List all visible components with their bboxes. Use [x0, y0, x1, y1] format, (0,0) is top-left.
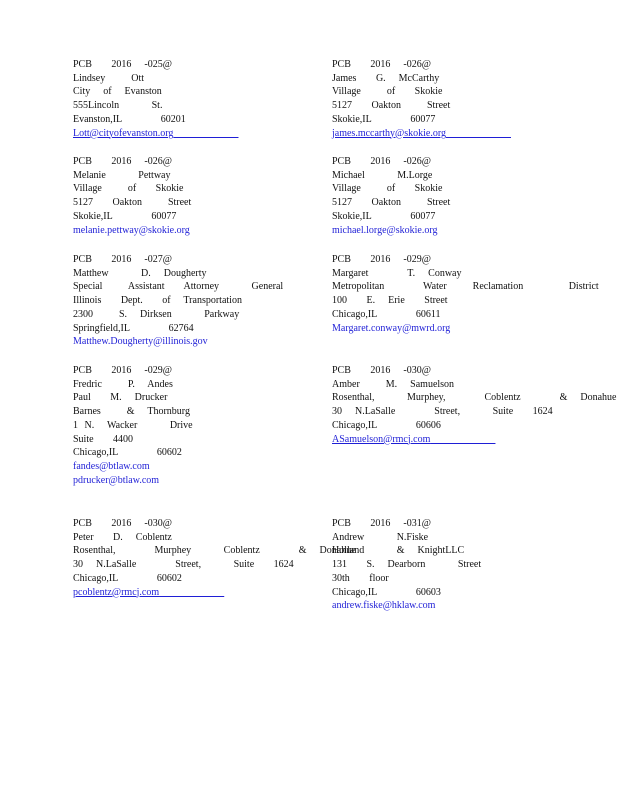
email-link[interactable]: Matthew.Dougherty@illinois.gov	[73, 336, 208, 348]
organization: Rosenthal, Murphey Coblentz & Donahue	[73, 545, 356, 557]
street-address: 1 N. Wacker Drive	[73, 419, 193, 431]
contact-entry	[73, 58, 313, 140]
contact-entry	[73, 253, 313, 349]
contact-entry	[332, 364, 617, 446]
city-state-zip: Chicago,IL 60602	[73, 572, 182, 584]
organization: Barnes & Thornburg	[73, 406, 190, 418]
contact-name: Lindsey Ott	[73, 72, 144, 84]
contact-name: Melanie Pettway	[73, 169, 171, 181]
city-state-zip: Chicago,IL 60606	[332, 419, 441, 431]
contact-name: Margaret T. Conway	[332, 267, 462, 279]
street-address: 2300 S. Dirksen Parkway	[73, 308, 240, 320]
city-state-zip: Springfield,IL 62764	[73, 322, 194, 334]
contact-entry	[73, 517, 356, 599]
pcb-number: PCB 2016 -030@	[73, 518, 172, 529]
suite: Suite 4400	[73, 433, 134, 445]
street-address: 30 N.LaSalle Street, Suite 1624	[332, 406, 553, 418]
street-address: 5127 Oakton Street	[332, 197, 451, 209]
city-state-zip: Evanston,IL 60201	[73, 113, 186, 125]
city-state-zip: Skokie,IL 60077	[73, 210, 177, 222]
city-state-zip: Chicago,IL 60602	[73, 447, 182, 459]
contact-name: Peter D. Coblentz	[73, 531, 172, 543]
contact-name: Fredric P. Andes	[73, 378, 173, 390]
organization: Holland & KnightLLC	[332, 545, 465, 557]
pcb-number: PCB 2016 -030@	[332, 365, 431, 376]
street-address: 555Lincoln St.	[73, 100, 163, 112]
organization: Rosenthal, Murphey, Coblentz & Donahue	[332, 392, 617, 404]
email-link[interactable]: Lott@cityofevanston.org	[73, 127, 174, 139]
city-state-zip: Skokie,IL 60077	[332, 113, 436, 125]
street-address: 100 E. Erie Street	[332, 295, 448, 307]
contact-name: Paul M. Drucker	[73, 392, 168, 404]
organization: Village of Skokie	[73, 183, 184, 195]
city-state-zip: Skokie,IL 60077	[332, 210, 436, 222]
pcb-number: PCB 2016 -029@	[332, 254, 431, 265]
contact-entry	[73, 364, 313, 487]
pcb-number: PCB 2016 -026@	[332, 156, 431, 167]
title: Special Assistant Attorney General	[73, 281, 284, 293]
pcb-number: PCB 2016 -025@	[73, 59, 172, 70]
email-link[interactable]: melanie.pettway@skokie.org	[73, 224, 190, 236]
pcb-number: PCB 2016 -027@	[73, 254, 172, 265]
email-link[interactable]: ASamuelson@rmcj.com	[332, 433, 431, 445]
city-state-zip: Chicago,IL 60611	[332, 308, 441, 320]
pcb-number: PCB 2016 -026@	[332, 59, 431, 70]
street-address: 30 N.LaSalle Street, Suite 1624	[73, 559, 294, 571]
organization: Village of Skokie	[332, 183, 443, 195]
email-link[interactable]: pdrucker@btlaw.com	[73, 474, 160, 486]
street-address: 131 S. Dearborn Street	[332, 559, 482, 571]
contact-entry	[332, 58, 572, 140]
email-link[interactable]: james.mccarthy@skokie.org	[332, 127, 446, 139]
pcb-number: PCB 2016 -026@	[73, 156, 172, 167]
contact-name: Michael M.Lorge	[332, 169, 433, 181]
contact-name: Andrew N.Fiske	[332, 531, 429, 543]
contact-name: James G. McCarthy	[332, 72, 440, 84]
email-link[interactable]: Margaret.conway@mwrd.org	[332, 322, 451, 334]
organization: Illinois Dept. of Transportation	[73, 295, 242, 307]
street-address: 5127 Oakton Street	[332, 100, 451, 112]
email-link[interactable]: michael.lorge@skokie.org	[332, 224, 438, 236]
organization: Village of Skokie	[332, 86, 443, 98]
pcb-number: PCB 2016 -029@	[73, 365, 172, 376]
organization: Metropolitan Water Reclamation District	[332, 281, 599, 293]
street-address: 5127 Oakton Street	[73, 197, 192, 209]
contact-entry	[332, 155, 572, 237]
contact-name: Matthew D. Dougherty	[73, 267, 207, 279]
pcb-number: PCB 2016 -031@	[332, 518, 431, 529]
contact-entry	[332, 517, 572, 613]
floor: 30th floor	[332, 572, 389, 584]
city-state-zip: Chicago,IL 60603	[332, 586, 441, 598]
email-link[interactable]: andrew.fiske@hklaw.com	[332, 600, 436, 612]
email-link[interactable]: pcoblentz@rmcj.com	[73, 586, 160, 598]
email-link[interactable]: fandes@btlaw.com	[73, 460, 150, 472]
contact-name: Amber M. Samuelson	[332, 378, 455, 390]
contact-entry	[332, 253, 599, 335]
organization: City of Evanston	[73, 86, 162, 98]
contact-entry	[73, 155, 313, 237]
